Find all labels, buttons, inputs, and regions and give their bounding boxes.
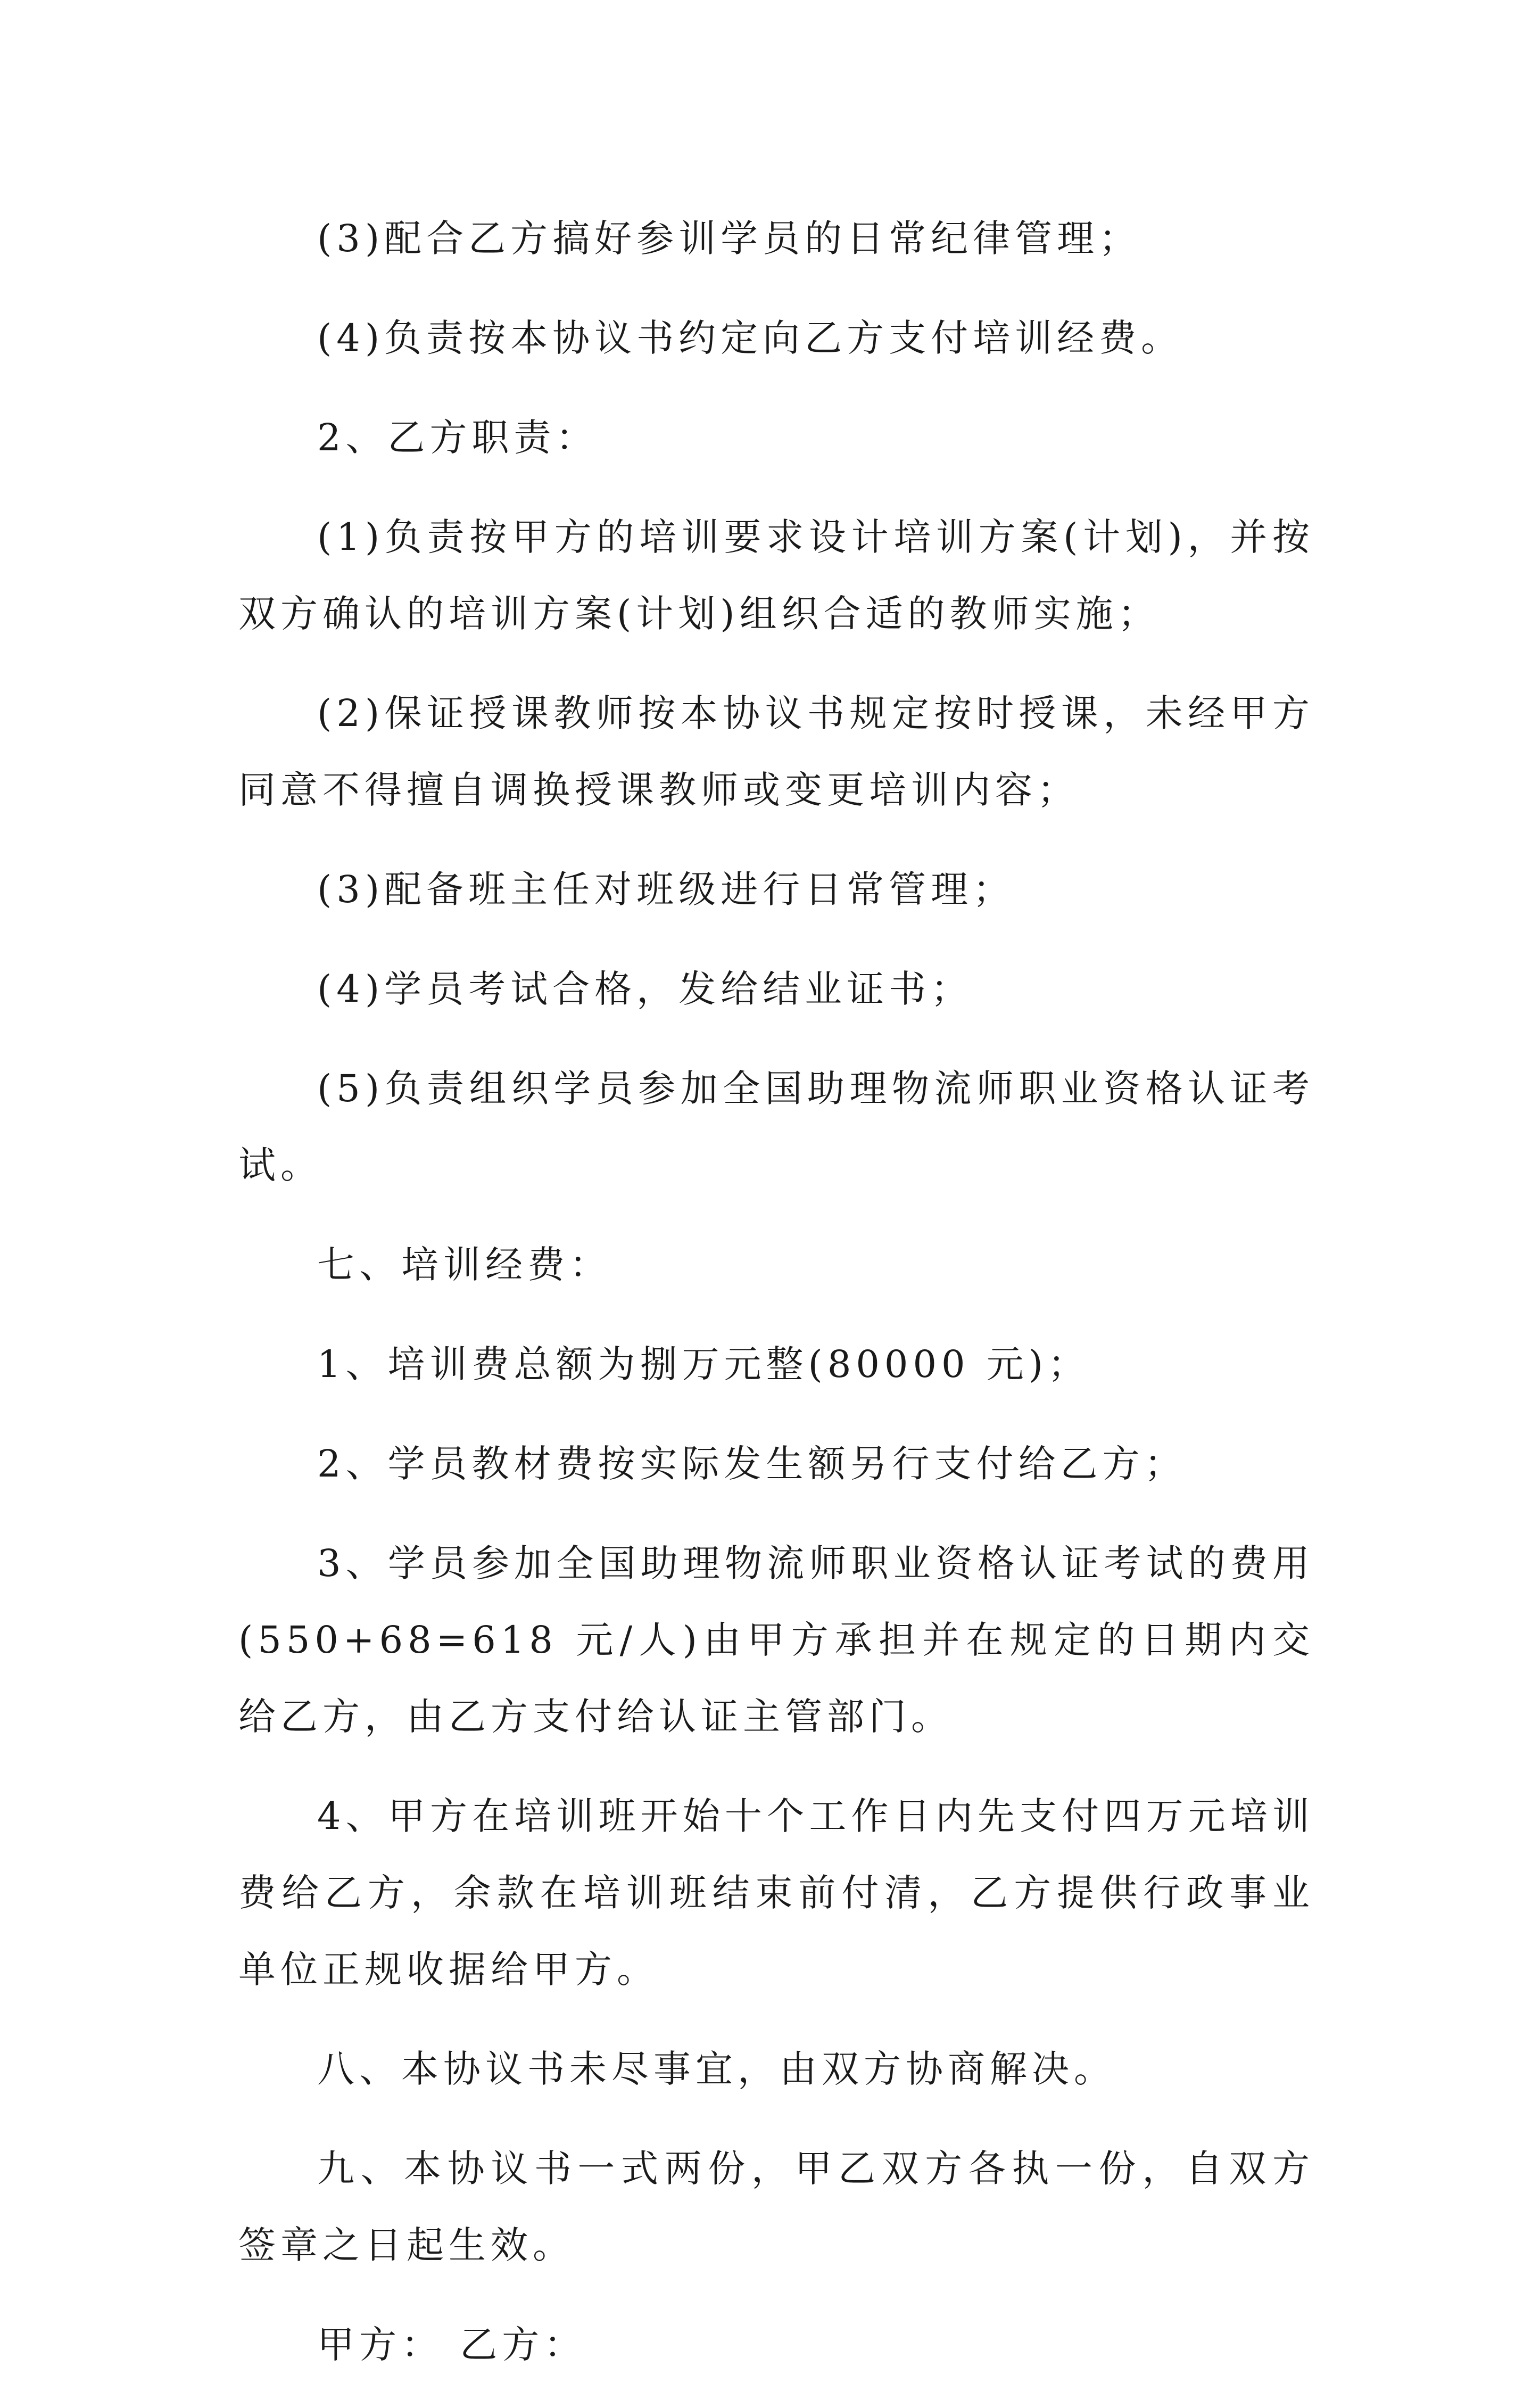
paragraph-9: 七、培训经费： [317,1243,611,1287]
signature-line: 甲方： 乙方： [317,2323,586,2366]
paragraph-5: (2)保证授课教师按本协议书规定按时授课，未经甲方同意不得擅自调换授课教师或变更培训内容； [238,691,1314,812]
paragraph-14: 八、本协议书未尽事宜，由双方协商解决。 [317,2047,1116,2091]
paragraph-2: (4)负责按本协议书约定向乙方支付培训经费。 [317,316,1183,360]
paragraph-11: 2、学员教材费按实际发生额另行支付给乙方； [317,1442,1187,1486]
paragraph-4: (1)负责按甲方的培训要求设计培训方案(计划)，并按双方确认的培训方案(计划)组织合适的教师实施； [238,515,1314,636]
paragraph-10: 1、培训费总额为捌万元整(80000 元)； [317,1342,1090,1386]
paragraph-15: 九、本协议书一式两份，甲乙双方各执一份，自双方签章之日起生效。 [238,2147,1314,2267]
paragraph-8: (5)负责组织学员参加全国助理物流师职业资格认证考试。 [238,1067,1314,1187]
paragraph-3: 2、乙方职责： [317,416,598,459]
paragraph-6: (3)配备班主任对班级进行日常管理； [317,868,1015,911]
paragraph-12: 3、学员参加全国助理物流师职业资格认证考试的费用(550+68=618 元/人)由甲方承担并在规定的日期内交给乙方，由乙方支付给认证主管部门。 [238,1541,1314,1738]
document-body [238,200,1314,2383]
paragraph-7: (4)学员考试合格，发给结业证书； [317,967,973,1011]
paragraph-13: 4、甲方在培训班开始十个工作日内先支付四万元培训费给乙方，余款在培训班结束前付清，乙方提供行政事业单位正规收据给甲方。 [238,1794,1314,1991]
paragraph-1: (3)配合乙方搞好参训学员的日常纪律管理； [317,217,1141,260]
